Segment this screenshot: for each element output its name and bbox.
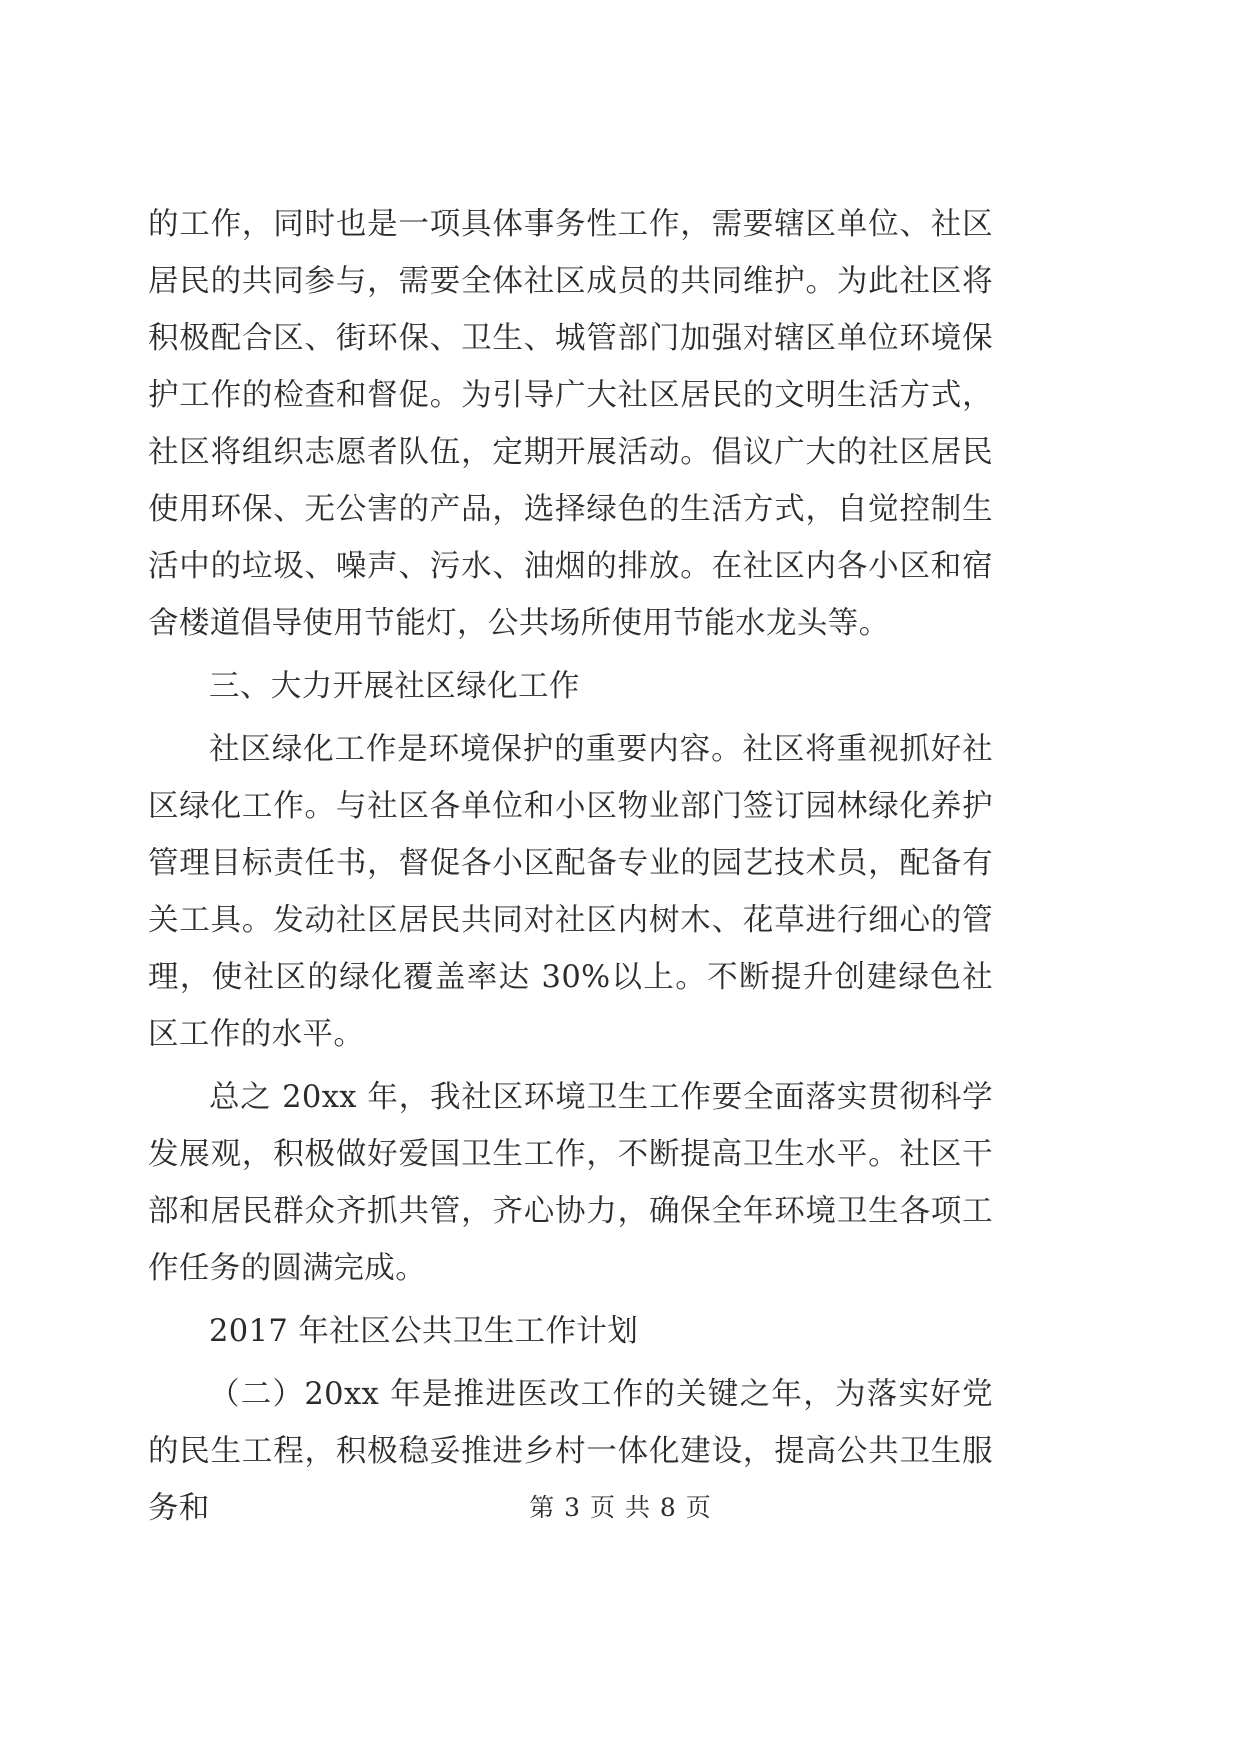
section-heading-3: 三、大力开展社区绿化工作 [209,669,580,704]
paragraph-2: 社区绿化工作是环境保护的重要内容。社区将重视抓好社区绿化工作。与社区各单位和小区物业部门签订园林绿化养护管理目标责任书，督促各小区配备专业的园艺技术员，配备有关工具。发动社区居民共同对社区内树木、花草进行细心的管理，使社区的绿化覆盖率达 30%以上。不断提升创建绿色社区工作的水平。 [148,732,993,1052]
page-footer: 第 3 页 共 8 页 [529,1493,712,1522]
subheading-2017-plan: 2017 年社区公共卫生工作计划 [209,1314,639,1349]
document-body [148,196,993,1537]
paragraph-3: 总之 20xx 年，我社区环境卫生工作要全面落实贯彻科学发展观，积极做好爱国卫生工作，不断提高卫生水平。社区干部和居民群众齐抓共管，齐心协力，确保全年环境卫生各项工作任务的圆满完成。 [148,1080,993,1286]
paragraph-4: （二）20xx 年是推进医改工作的关键之年，为落实好党的民生工程，积极稳妥推进乡村一体化建设，提高公共卫生服务和 [148,1377,993,1526]
paragraph-1: 的工作，同时也是一项具体事务性工作，需要辖区单位、社区居民的共同参与，需要全体社区成员的共同维护。为此社区将积极配合区、街环保、卫生、城管部门加强对辖区单位环境保护工作的检查和督促。为引导广大社区居民的文明生活方式，社区将组织志愿者队伍，定期开展活动。倡议广大的社区居民使用环保、无公害的产品，选择绿色的生活方式，自觉控制生活中的垃圾、噪声、污水、油烟的排放。在社区内各小区和宿舍楼道倡导使用节能灯，公共场所使用节能水龙头等。 [148,207,993,641]
